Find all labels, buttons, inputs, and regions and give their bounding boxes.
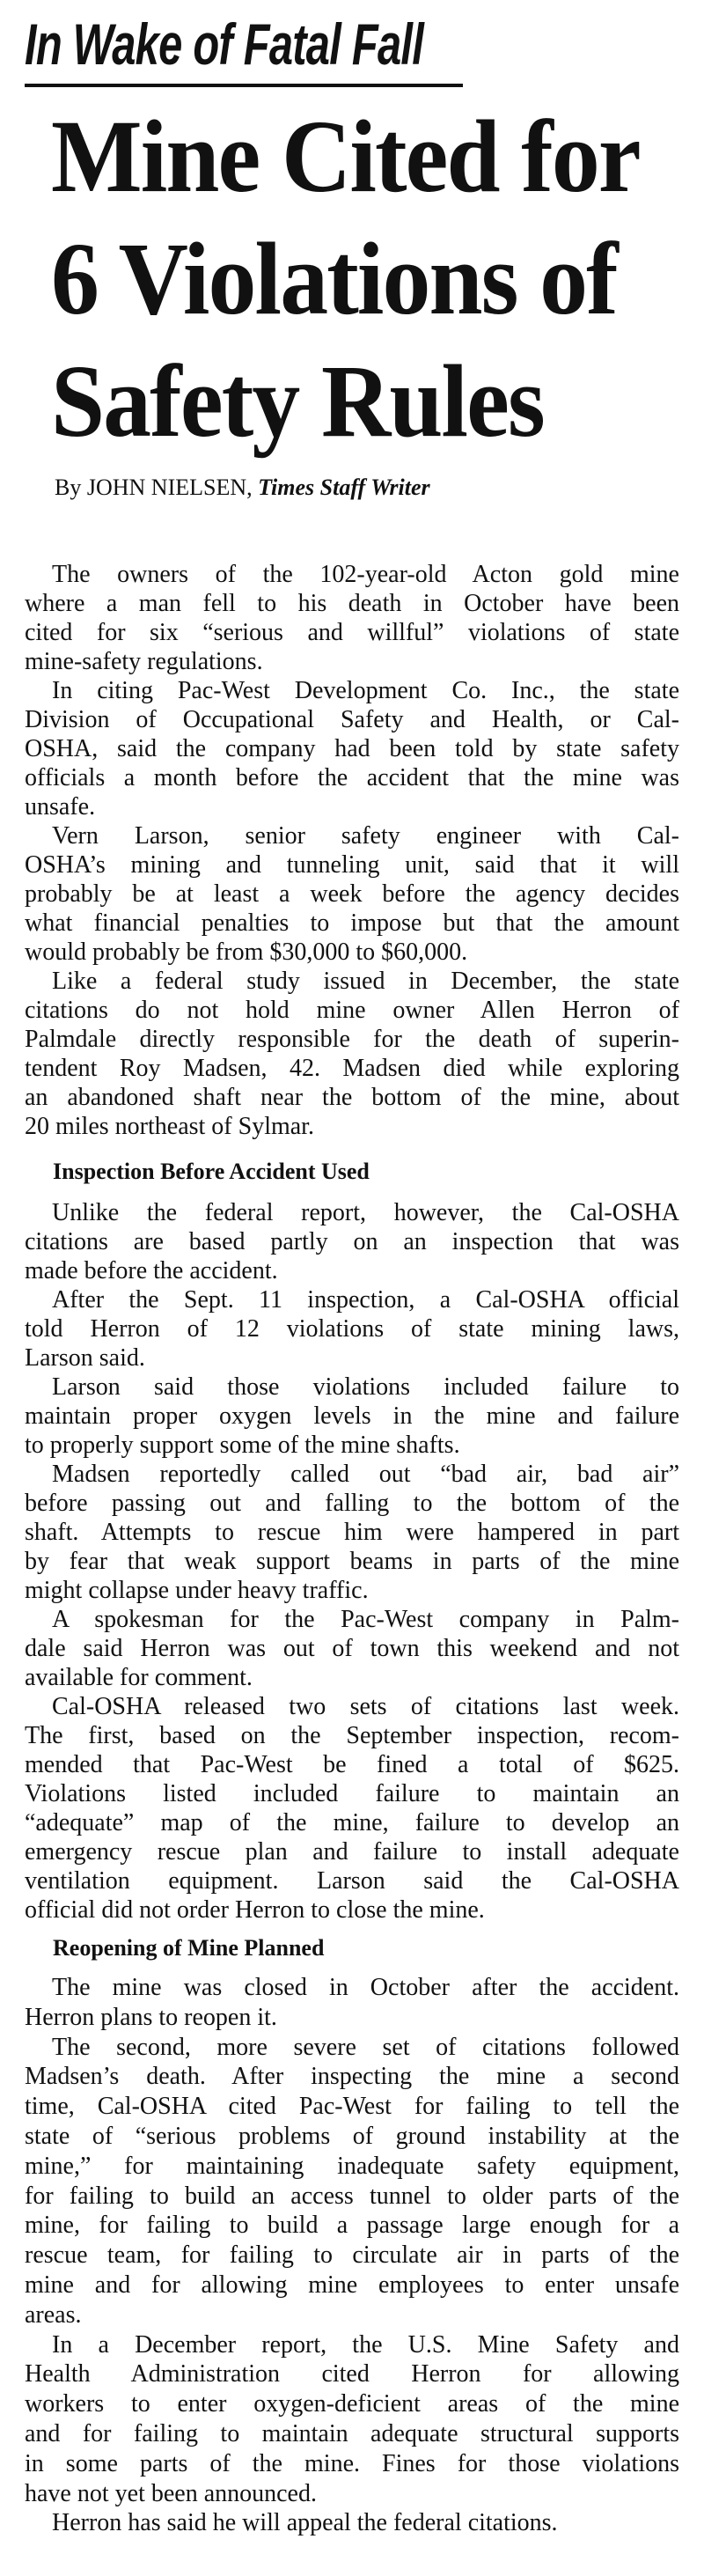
- headline: [51, 95, 702, 462]
- text-line: Violations listed included failure to maintain an: [25, 1780, 679, 1807]
- text-line: After the Sept. 11 inspection, a Cal-OSHA official: [52, 1286, 679, 1314]
- text-line: an abandoned shaft near the bottom of the mine, about: [25, 1084, 679, 1111]
- text-line: Madsen’s death. After inspecting the mine a second: [25, 2063, 679, 2091]
- text-line: mine,” for maintaining inadequate safety equipment,: [25, 2152, 679, 2180]
- text-line: official did not order Herron to close the mine.: [25, 1896, 485, 1924]
- text-line: OSHA’s mining and tunneling unit, said that it will: [25, 851, 679, 879]
- text-line: have not yet been announced.: [25, 2479, 317, 2507]
- paragraph: [25, 1460, 679, 1605]
- paragraph: [25, 1692, 679, 1925]
- text-line: mended that Pac-West be fined a total of $625.: [25, 1751, 679, 1778]
- headline-line: Safety Rules: [51, 343, 544, 459]
- text-line: Unlike the federal report, however, the Cal-OSHA: [52, 1199, 679, 1226]
- paragraph: [25, 2330, 679, 2509]
- text-line: Herron plans to reopen it.: [25, 2003, 277, 2031]
- text-line: unsafe.: [25, 793, 96, 821]
- text-line: citations are based partly on an inspection that was: [25, 1228, 679, 1255]
- text-line: to properly support some of the mine shafts.: [25, 1432, 460, 1459]
- text-line: workers to enter oxygen-deficient areas of the mine: [25, 2390, 679, 2418]
- text-line: probably be at least a week before the agency decides: [25, 880, 679, 908]
- text-line: The owners of the 102-year-old Acton gold mine: [52, 561, 679, 588]
- paragraph: [25, 1285, 679, 1373]
- paragraph: [25, 1198, 679, 1285]
- text-line: dale said Herron was out of town this weekend and not: [25, 1635, 679, 1662]
- text-line: rescue team, for failing to circulate air in parts of the: [25, 2241, 679, 2270]
- text-line: and for failing to maintain adequate structural supports: [25, 2419, 679, 2447]
- text-line: what financial penalties to impose but that the amount: [25, 909, 679, 937]
- text-line: ventilation equipment. Larson said the Cal-OSHA: [25, 1867, 679, 1895]
- subhead-reopening: Reopening of Mine Planned: [53, 1935, 325, 1961]
- text-line: in some parts of the mine. Fines for those violations: [25, 2449, 679, 2477]
- text-line: might collapse under heavy traffic.: [25, 1577, 369, 1604]
- paragraph: [25, 967, 679, 1141]
- text-line: time, Cal-OSHA cited Pac-West for failing to tell the: [25, 2093, 679, 2121]
- text-line: 20 miles northeast of Sylmar.: [25, 1113, 314, 1140]
- text-line: A spokesman for the Pac-West company in Palm-: [52, 1606, 679, 1633]
- text-line: where a man fell to his death in October have been: [25, 590, 679, 617]
- text-line: officials a month before the accident that the mine was: [25, 764, 679, 791]
- text-line: would probably be from $30,000 to $60,000.: [25, 938, 468, 966]
- text-line: Vern Larson, senior safety engineer with Cal-: [52, 822, 679, 850]
- byline: [55, 473, 430, 503]
- headline-line: Mine Cited for: [51, 99, 640, 214]
- kicker-rule: [25, 84, 463, 87]
- text-line: In a December report, the U.S. Mine Safety and: [52, 2330, 679, 2359]
- paragraph: [25, 1373, 679, 1460]
- text-line: mine-safety regulations.: [25, 648, 263, 675]
- kicker: In Wake of Fatal Fall: [25, 11, 424, 77]
- subhead-inspection: Inspection Before Accident Used: [53, 1159, 370, 1184]
- text-line: state of “serious problems of ground instability at the: [25, 2122, 679, 2150]
- text-line: Like a federal study issued in December, the state: [52, 968, 679, 995]
- byline-role: Times Staff Writer: [258, 475, 430, 500]
- text-line: Madsen reportedly called out “bad air, bad air”: [52, 1461, 679, 1488]
- text-line: The first, based on the September inspection, recom-: [25, 1722, 679, 1749]
- text-line: maintain proper oxygen levels in the mine and failure: [25, 1402, 679, 1430]
- text-line: Division of Occupational Safety and Health, or Cal-: [25, 706, 679, 733]
- text-line: mine, for failing to build a passage large enough for a: [25, 2212, 679, 2240]
- text-line: In citing Pac-West Development Co. Inc., the state: [52, 677, 679, 704]
- text-line: made before the accident.: [25, 1257, 278, 1284]
- paragraph: [25, 2508, 679, 2538]
- article-section-1: [25, 560, 679, 1141]
- text-line: The second, more severe set of citations followed: [52, 2033, 679, 2061]
- paragraph: [25, 1605, 679, 1692]
- text-line: emergency rescue plan and failure to install adequate: [25, 1838, 679, 1866]
- paragraph: [25, 821, 679, 967]
- paragraph: [25, 560, 679, 676]
- text-line: tendent Roy Madsen, 42. Madsen died while exploring: [25, 1055, 679, 1082]
- paragraph: [25, 1973, 679, 2033]
- text-line: cited for six “serious and willful” violations of state: [25, 619, 679, 646]
- article-section-2: [25, 1198, 679, 1925]
- paragraph: [25, 2033, 679, 2330]
- text-line: Palmdale directly responsible for the death of superin-: [25, 1026, 679, 1053]
- text-line: areas.: [25, 2300, 82, 2329]
- text-line: for failing to build an access tunnel to older parts of the: [25, 2182, 679, 2210]
- text-line: OSHA, said the company had been told by state safety: [25, 735, 679, 762]
- text-line: Larson said those violations included failure to: [52, 1373, 679, 1401]
- text-line: “adequate” map of the mine, failure to develop an: [25, 1809, 679, 1836]
- text-line: Larson said.: [25, 1344, 145, 1372]
- text-line: Health Administration cited Herron for allowing: [25, 2360, 679, 2388]
- text-line: told Herron of 12 violations of state mining laws,: [25, 1315, 679, 1343]
- text-line: citations do not hold mine owner Allen Herron of: [25, 997, 679, 1024]
- text-line: by fear that weak support beams in parts of the mine: [25, 1548, 679, 1575]
- paragraph: [25, 676, 679, 821]
- text-line: before passing out and falling to the bottom of the: [25, 1490, 679, 1517]
- text-line: Cal-OSHA released two sets of citations last week.: [52, 1693, 679, 1720]
- text-line: available for comment.: [25, 1664, 253, 1691]
- article-section-3: [25, 1973, 679, 2538]
- text-line: shaft. Attempts to rescue him were hampered in part: [25, 1519, 679, 1546]
- byline-author: By JOHN NIELSEN,: [55, 475, 253, 500]
- text-line: mine and for allowing mine employees to enter unsafe: [25, 2271, 679, 2299]
- text-line: Herron has said he will appeal the federal citations.: [52, 2509, 558, 2537]
- headline-line: 6 Violations of: [51, 221, 617, 336]
- text-line: The mine was closed in October after the accident.: [52, 1974, 679, 2001]
